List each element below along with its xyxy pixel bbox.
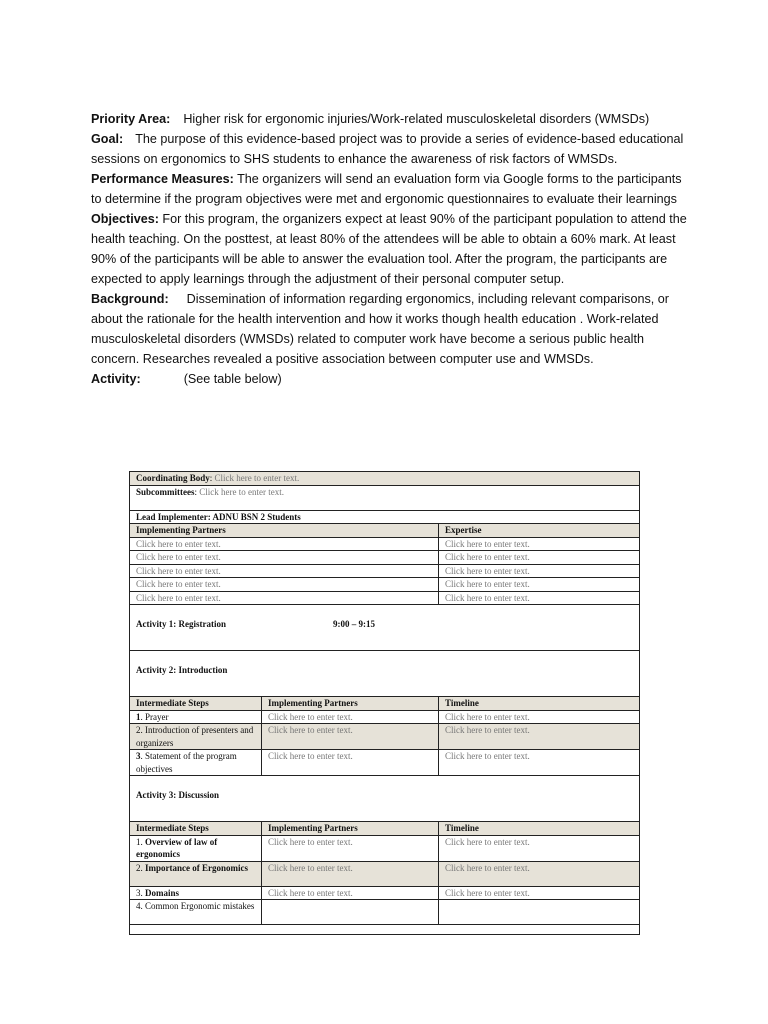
performance-measures-paragraph xyxy=(91,169,691,209)
expertise-field[interactable]: Click here to enter text. xyxy=(439,578,640,592)
activity-2-step-row xyxy=(130,750,640,776)
coordinating-body-field[interactable]: Click here to enter text. xyxy=(214,473,300,483)
activity-2-step-row xyxy=(130,724,640,750)
step-number: 3 xyxy=(136,751,141,761)
activity-3-step-row xyxy=(130,900,640,925)
activity-3-step-row xyxy=(130,861,640,886)
activity-3-row xyxy=(130,776,640,822)
partner-field-empty[interactable] xyxy=(262,900,439,925)
step-number: 1. xyxy=(136,836,145,847)
expertise-field[interactable]: Click here to enter text. xyxy=(439,537,640,551)
partner-row xyxy=(130,537,640,551)
table-end-row xyxy=(130,925,640,935)
objectives-paragraph xyxy=(91,209,691,289)
step-number: 2. xyxy=(136,862,145,873)
activity-plan-table xyxy=(129,471,640,935)
step-label: . Introduction of presenters and organizers xyxy=(136,725,254,748)
partner-field[interactable]: Click here to enter text. xyxy=(130,578,439,592)
partner-row xyxy=(130,591,640,605)
performance-measures-text: The organizers will send an evaluation form via Google forms to the participants to determine if the program objectives were met and ergonomic questionnaires to evaluate their learnings xyxy=(91,172,682,206)
priority-area-label: Priority Area: xyxy=(91,112,171,126)
activity-2-step-row xyxy=(130,710,640,724)
activity-2-header-row xyxy=(130,697,640,711)
timeline-field[interactable]: Click here to enter text. xyxy=(439,750,640,776)
partner-field[interactable]: Click here to enter text. xyxy=(130,591,439,605)
goal-paragraph xyxy=(91,129,691,169)
step-label: . Prayer xyxy=(140,711,169,722)
subcommittees-label: Subcommittees xyxy=(136,486,195,497)
expertise-header: Expertise xyxy=(439,524,640,538)
partner-field[interactable]: Click here to enter text. xyxy=(130,551,439,565)
activity-2-row xyxy=(130,651,640,697)
timeline-field[interactable]: Click here to enter text. xyxy=(439,835,640,861)
subcommittees-row: Subcommittees: Click here to enter text. xyxy=(130,485,640,510)
activity-1-row xyxy=(130,605,640,651)
timeline-field[interactable]: Click here to enter text. xyxy=(439,886,640,900)
empty-cell xyxy=(130,925,640,935)
partners-header-row xyxy=(130,524,640,538)
activity-3-header-row xyxy=(130,822,640,836)
activity-label: Activity: xyxy=(91,372,141,386)
step-label: Overview of law of ergonomics xyxy=(136,836,218,859)
partner-field[interactable]: Click here to enter text. xyxy=(262,710,439,724)
step-label: 4. Common Ergonomic mistakes xyxy=(130,900,262,925)
objectives-label: Objectives: xyxy=(91,212,159,226)
partner-row xyxy=(130,578,640,592)
expertise-field[interactable]: Click here to enter text. xyxy=(439,564,640,578)
partner-row xyxy=(130,564,640,578)
partners-header: Implementing Partners xyxy=(130,524,439,538)
timeline-field[interactable]: Click here to enter text. xyxy=(439,724,640,750)
step-label: . Statement of the program objectives xyxy=(136,751,237,774)
implementing-partners-header: Implementing Partners xyxy=(262,697,439,711)
activity-2-label: Activity 2: Introduction xyxy=(130,651,640,697)
performance-measures-label: Performance Measures: xyxy=(91,172,234,186)
activity-1-time: 9:00 – 9:15 xyxy=(333,619,375,629)
activity-3-label: Activity 3: Discussion xyxy=(130,776,640,822)
priority-area-text: Higher risk for ergonomic injuries/Work-related musculoskeletal disorders (WMSDs) xyxy=(183,112,650,126)
activity-3-step-row xyxy=(130,886,640,900)
lead-implementer-label: Lead Implementer: ADNU BSN 2 Students xyxy=(130,510,640,524)
coordinating-body-label: Coordinating Body xyxy=(136,473,210,483)
activity-paragraph xyxy=(91,369,691,389)
timeline-header: Timeline xyxy=(439,822,640,836)
activity-3-step-row xyxy=(130,835,640,861)
partner-field[interactable]: Click here to enter text. xyxy=(130,564,439,578)
step-label: Importance of Ergonomics xyxy=(145,862,248,873)
implementing-partners-header: Implementing Partners xyxy=(262,822,439,836)
timeline-header: Timeline xyxy=(439,697,640,711)
steps-header: Intermediate Steps xyxy=(130,822,262,836)
step-label: Domains xyxy=(145,887,180,898)
partner-field[interactable]: Click here to enter text. xyxy=(262,886,439,900)
partner-field[interactable]: Click here to enter text. xyxy=(130,537,439,551)
background-text: Dissemination of information regarding ergonomics, including relevant comparisons, or about the rationale for the health intervention and how it works though health education . Work-related musculoskeletal disorders (WMSDs) related to computer work have become a serious public health concern. Researches revealed a positive association between computer use and WMSDs. xyxy=(91,292,669,366)
background-label: Background: xyxy=(91,292,169,306)
activity-text: (See table below) xyxy=(183,372,282,386)
timeline-field-empty[interactable] xyxy=(439,900,640,925)
objectives-text: For this program, the organizers expect at least 90% of the participant population to attend the health teaching. On the posttest, at least 80% of the attendees will be able to obtain a 60% mark. At least 90% of the participants will be able to answer the evaluation tool. After the program, the participants are expected to apply learnings through the adjustment of their personal computer setup. xyxy=(91,212,687,286)
partner-field[interactable]: Click here to enter text. xyxy=(262,861,439,886)
partner-row xyxy=(130,551,640,565)
goal-text: The purpose of this evidence-based project was to provide a series of evidence-based educational sessions on ergonomics to SHS students to enhance the awareness of risk factors of WMSDs. xyxy=(91,132,684,166)
activity-1-label: Activity 1: Registration xyxy=(136,619,226,629)
background-paragraph xyxy=(91,289,691,369)
partner-field[interactable]: Click here to enter text. xyxy=(262,724,439,750)
priority-area-paragraph xyxy=(91,109,691,129)
expertise-field[interactable]: Click here to enter text. xyxy=(439,551,640,565)
coordinating-body-row: Coordinating Body: Click here to enter text. xyxy=(130,472,640,486)
goal-label: Goal: xyxy=(91,132,124,146)
step-number: 2 xyxy=(136,725,141,735)
document-body xyxy=(91,109,691,389)
subcommittees-field[interactable]: Click here to enter text. xyxy=(199,486,284,497)
lead-implementer-row xyxy=(130,510,640,524)
step-number: 3. xyxy=(136,887,145,898)
expertise-field[interactable]: Click here to enter text. xyxy=(439,591,640,605)
timeline-field[interactable]: Click here to enter text. xyxy=(439,710,640,724)
partner-field[interactable]: Click here to enter text. xyxy=(262,835,439,861)
timeline-field[interactable]: Click here to enter text. xyxy=(439,861,640,886)
partner-field[interactable]: Click here to enter text. xyxy=(262,750,439,776)
steps-header: Intermediate Steps xyxy=(130,697,262,711)
step-number: 1 xyxy=(136,711,141,722)
